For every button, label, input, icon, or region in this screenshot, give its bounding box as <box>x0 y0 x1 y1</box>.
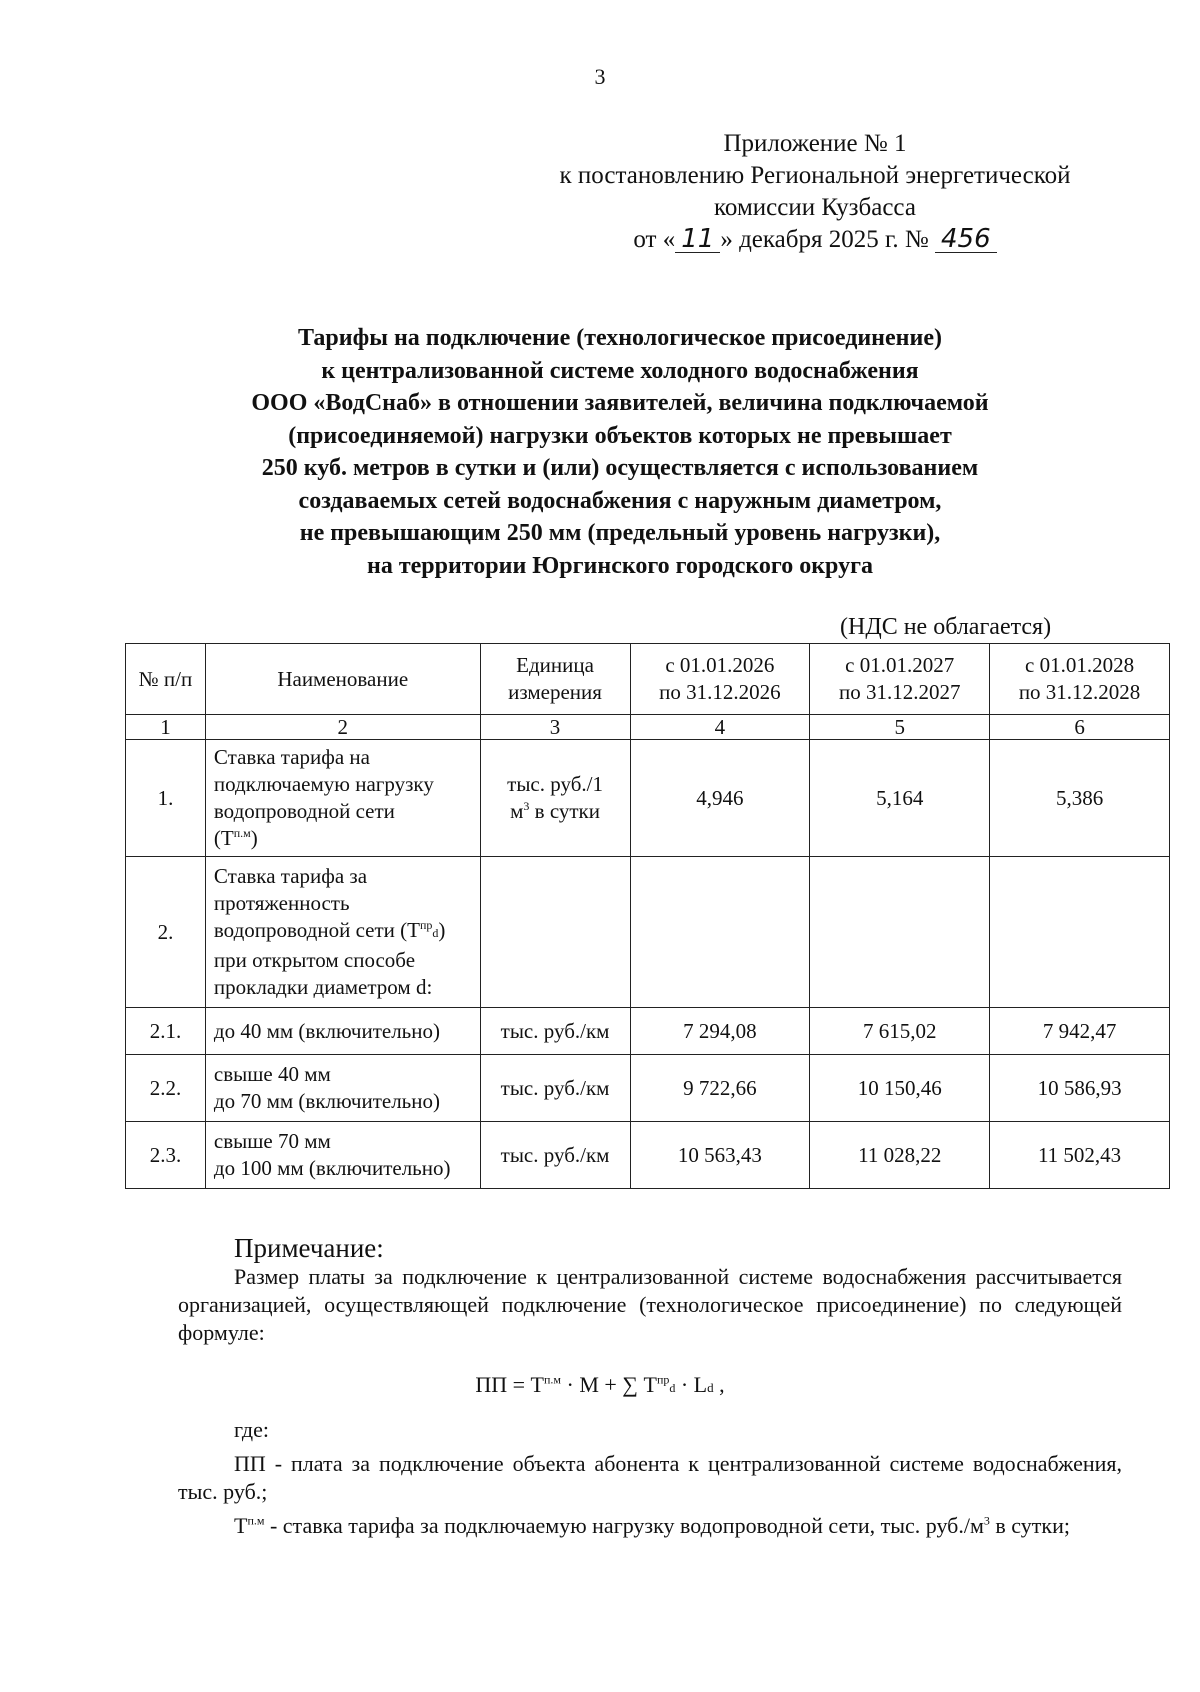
table-row <box>126 1008 1170 1055</box>
row-value-2027: 5,164 <box>810 740 990 857</box>
fee-formula: ПП = $Т^{п.м} \cdot M$ + ∑ $Т^{пр}d \cdot Ld$ , <box>475 1372 725 1397</box>
appendix-line-2: к постановлению Региональной энергетической <box>559 162 1071 189</box>
row-name: до 40 мм (включительно) <box>205 1008 480 1055</box>
row-unit: тыс. руб./1 $м^3$ в сутки <box>480 740 630 857</box>
page-number: 3 <box>594 64 606 89</box>
row-unit <box>480 857 630 1008</box>
row-value-2028: 10 586,93 <box>990 1055 1170 1122</box>
row-num: 2. <box>126 857 206 1008</box>
table-row <box>126 740 1170 857</box>
col-number: 1 <box>126 715 206 740</box>
document-title <box>160 322 1080 582</box>
where-label: где: <box>234 1417 269 1442</box>
row-value-2026 <box>630 857 810 1008</box>
definition-tpm: $Т^{п.м}$ - ставка тарифа за подключаемую нагрузку водопроводной сети, тыс. $руб./м^3$ в сутки; <box>234 1513 1070 1538</box>
title-line-7: не превышающим 250 мм (предельный уровень нагрузки), <box>299 520 941 546</box>
title-line-8: на территории Юргинского городского округа <box>367 552 873 579</box>
table-header-row <box>126 644 1170 715</box>
vat-note: (НДС не облагается) <box>840 614 1052 640</box>
note-paragraph: Размер платы за подключение к централизованной системе водоснабжения рассчитывается организацией, осуществляющей подключение (технологическое присоединение) по следующей формуле: <box>178 1264 1122 1345</box>
col-number: 4 <box>630 715 810 740</box>
col-number: 2 <box>205 715 480 740</box>
table-row <box>126 1055 1170 1122</box>
row-value-2026: 9 722,66 <box>630 1055 810 1122</box>
col-number: 5 <box>810 715 990 740</box>
row-num: 1. <box>126 740 206 857</box>
header-num: № п/п <box>126 644 206 715</box>
table-row <box>126 857 1170 1008</box>
row-num: 2.1. <box>126 1008 206 1055</box>
header-period-2028: с 01.01.2028 по 31.12.2028 <box>990 644 1170 715</box>
row-name: свыше 70 мм до 100 мм (включительно) <box>205 1122 480 1189</box>
row-value-2027 <box>810 857 990 1008</box>
row-value-2027: 11 028,22 <box>810 1122 990 1189</box>
row-value-2026: 7 294,08 <box>630 1008 810 1055</box>
row-unit: тыс. руб./км <box>480 1008 630 1055</box>
row-name: Ставка тарифа за протяженность водопроводной сети $(Т^{пр}d)$ при открытом способе прокладки диаметром d: <box>205 857 480 1008</box>
row-value-2028: 7 942,47 <box>990 1008 1170 1055</box>
date-middle: » декабря 2025 г. № <box>720 226 929 253</box>
header-unit: Единица измерения <box>480 644 630 715</box>
row-unit: тыс. руб./км <box>480 1055 630 1122</box>
handwritten-number: 456 <box>935 226 997 253</box>
appendix-line-3: комиссии Кузбасса <box>714 194 916 221</box>
header-period-2026: с 01.01.2026 по 31.12.2026 <box>630 644 810 715</box>
row-value-2026: 4,946 <box>630 740 810 857</box>
note-title: Примечание: <box>234 1233 384 1263</box>
title-line-2: к централизованной системе холодного водоснабжения <box>321 357 919 384</box>
appendix-line-1: Приложение № 1 <box>723 130 907 157</box>
title-line-5: 250 куб. метров в сутки и (или) осуществляется с использованием <box>261 455 979 481</box>
tariff-table <box>125 643 1170 1189</box>
row-name: свыше 40 мм до 70 мм (включительно) <box>205 1055 480 1122</box>
date-prefix: от « <box>633 226 676 253</box>
title-line-4: (присоединяемой) нагрузки объектов которых не превышает <box>288 422 952 449</box>
appendix-date-line <box>510 224 1120 256</box>
row-value-2027: 10 150,46 <box>810 1055 990 1122</box>
row-value-2028: 5,386 <box>990 740 1170 857</box>
row-unit: тыс. руб./км <box>480 1122 630 1189</box>
row-value-2027: 7 615,02 <box>810 1008 990 1055</box>
header-period-2027: с 01.01.2027 по 31.12.2027 <box>810 644 990 715</box>
handwritten-day: 11 <box>675 226 720 253</box>
title-line-1: Тарифы на подключение (технологическое присоединение) <box>298 325 942 351</box>
title-line-3: ООО «ВодСнаб» в отношении заявителей, величина подключаемой <box>251 390 989 416</box>
appendix-header <box>510 128 1120 256</box>
row-value-2028: 11 502,43 <box>990 1122 1170 1189</box>
col-number: 3 <box>480 715 630 740</box>
formula-definitions <box>178 1416 1122 1546</box>
table-row <box>126 1122 1170 1189</box>
row-num: 2.2. <box>126 1055 206 1122</box>
definition-pp: ПП - плата за подключение объекта абонента к централизованной системе водоснабжения, тыс. руб.; <box>178 1451 1122 1504</box>
title-line-6: создаваемых сетей водоснабжения с наружным диаметром, <box>298 487 942 514</box>
row-value-2026: 10 563,43 <box>630 1122 810 1189</box>
header-name: Наименование <box>205 644 480 715</box>
row-value-2028 <box>990 857 1170 1008</box>
col-number: 6 <box>990 715 1170 740</box>
row-num: 2.3. <box>126 1122 206 1189</box>
column-number-row <box>126 715 1170 740</box>
row-name: Ставка тарифа на подключаемую нагрузку водопроводной сети $(Т^{п.м})$ <box>205 740 480 857</box>
